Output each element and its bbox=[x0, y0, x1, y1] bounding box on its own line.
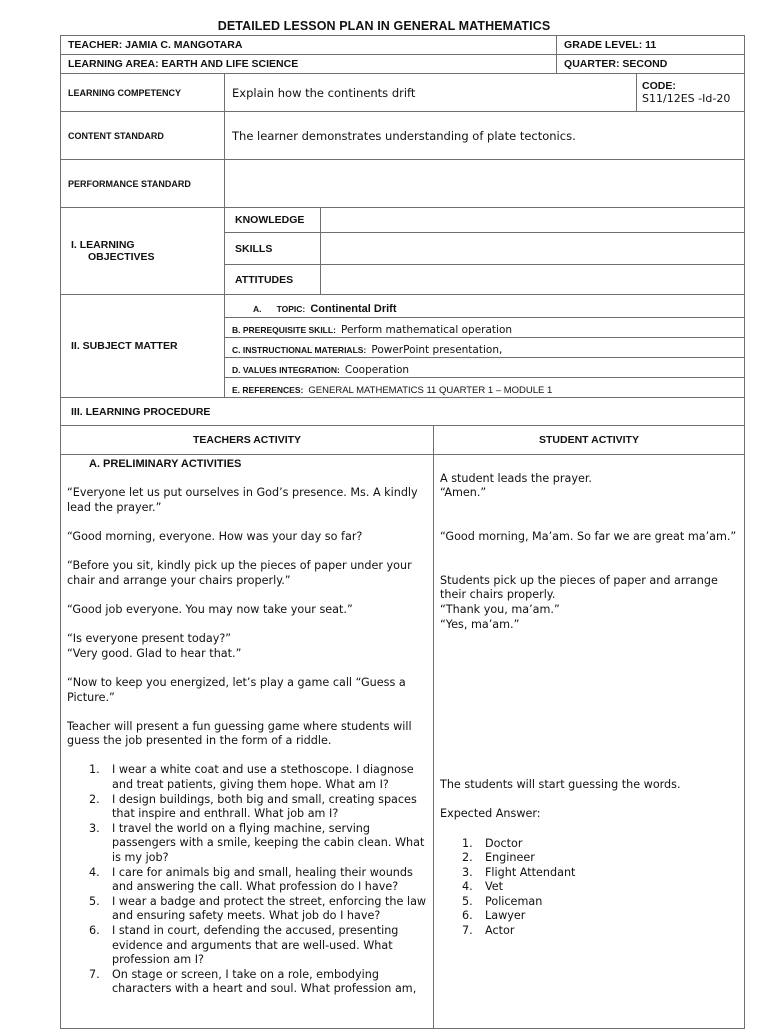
prerequisite-row bbox=[225, 318, 745, 338]
grade-level: GRADE LEVEL: 11 bbox=[557, 36, 745, 55]
references-label: E. REFERENCES: bbox=[232, 385, 304, 395]
values-row bbox=[225, 358, 745, 378]
topic-row bbox=[225, 295, 745, 318]
attitudes-value bbox=[321, 265, 745, 295]
performance-standard-value bbox=[225, 160, 745, 208]
quarter: QUARTER: SECOND bbox=[557, 55, 745, 74]
knowledge-label: KNOWLEDGE bbox=[225, 208, 321, 233]
materials-row bbox=[225, 338, 745, 358]
learning-procedure-label: III. LEARNING PROCEDURE bbox=[61, 398, 745, 426]
document-title: DETAILED LESSON PLAN IN GENERAL MATHEMATICS bbox=[217, 19, 551, 33]
materials-label: C. INSTRUCTIONAL MATERIALS: bbox=[232, 345, 367, 355]
student-line: “Amen.” bbox=[440, 486, 487, 500]
teacher-paragraph: “Everyone let us put ourselves in God’s presence. Ms. A kindly lead the prayer.” bbox=[67, 486, 418, 514]
teacher-name: TEACHER: JAMIA C. MANGOTARA bbox=[61, 36, 557, 55]
student-activity-cell bbox=[434, 455, 745, 1029]
skills-value bbox=[321, 233, 745, 265]
riddle-item: 1. I wear a white coat and use a stethoscope. I diagnose and treat patients, giving them hope. What am I? bbox=[89, 763, 414, 792]
references-row bbox=[225, 378, 745, 398]
code-label: CODE: bbox=[642, 80, 676, 92]
student-line: “Good morning, Ma’am. So far we are great ma’am.” bbox=[440, 529, 737, 543]
teacher-paragraph: “Now to keep you energized, let’s play a game call “Guess a Picture.” bbox=[67, 675, 406, 704]
teacher-paragraph: “Before you sit, kindly pick up the pieces of paper under your chair and arrange your chairs properly.” bbox=[67, 559, 412, 587]
student-line: Students pick up the pieces of paper and arrange their chairs properly. bbox=[440, 573, 718, 602]
riddle-item: 5. I wear a badge and protect the street, enforcing the law and ensuring safety meets. What job do I have? bbox=[89, 894, 427, 923]
code-value: S11/12ES -Id-20 bbox=[642, 92, 731, 105]
competency-label: LEARNING COMPETENCY bbox=[61, 74, 225, 112]
answer-item: 7. Actor bbox=[462, 924, 515, 938]
riddle-item: 2. I design buildings, both big and small, creating spaces that inspire and enthrall. What job am I? bbox=[89, 792, 417, 821]
teacher-paragraph: “Good job everyone. You may now take your seat.” bbox=[67, 602, 353, 616]
prerequisite-value: Perform mathematical operation bbox=[341, 324, 513, 336]
student-activity-header: STUDENT ACTIVITY bbox=[434, 426, 745, 455]
prerequisite-label: B. PREREQUISITE SKILL: bbox=[232, 325, 336, 335]
answer-item: 1. Doctor bbox=[462, 836, 523, 850]
performance-standard-label: PERFORMANCE STANDARD bbox=[61, 160, 225, 208]
objectives-label: I. LEARNING OBJECTIVES bbox=[61, 208, 225, 295]
student-line: “Yes, ma’am.” bbox=[440, 617, 520, 631]
lesson-header-table bbox=[60, 35, 745, 426]
references-value: GENERAL MATHEMATICS 11 QUARTER 1 – MODULE 1 bbox=[308, 385, 553, 396]
answer-item: 3. Flight Attendant bbox=[462, 865, 576, 879]
answer-list bbox=[440, 837, 738, 939]
attitudes-label: ATTITUDES bbox=[225, 265, 321, 295]
knowledge-value bbox=[321, 208, 745, 233]
teacher-paragraph: “Very good. Glad to hear that.” bbox=[67, 646, 242, 660]
teacher-paragraph: “Is everyone present today?” bbox=[67, 632, 232, 646]
teachers-activity-header: TEACHERS ACTIVITY bbox=[61, 426, 434, 455]
answer-item: 5. Policeman bbox=[462, 894, 543, 908]
content-standard-value: The learner demonstrates understanding of plate tectonics. bbox=[225, 112, 745, 160]
riddle-item: 3. I travel the world on a flying machine, serving passengers with a smile, keeping the cabin clean. What is my job? bbox=[89, 821, 425, 865]
learning-area: LEARNING AREA: EARTH AND LIFE SCIENCE bbox=[61, 55, 557, 74]
topic-label: TOPIC: bbox=[276, 303, 306, 314]
skills-label: SKILLS bbox=[225, 233, 321, 265]
topic-prefix: A. bbox=[253, 303, 262, 314]
student-line: The students will start guessing the words. bbox=[440, 778, 681, 792]
riddle-item: 7. On stage or screen, I take on a role, embodying characters with a heart and soul. What profession am, bbox=[89, 967, 417, 996]
student-line: “Thank you, ma’am.” bbox=[440, 602, 560, 616]
teacher-activity-cell bbox=[61, 455, 434, 1029]
student-line: Expected Answer: bbox=[440, 807, 541, 821]
topic-value: Continental Drift bbox=[310, 302, 397, 315]
procedure-table bbox=[60, 425, 745, 1029]
riddle-item: 6. I stand in court, defending the accused, presenting evidence and arguments that are well-used. What profession am I? bbox=[89, 924, 399, 967]
teacher-paragraph: Teacher will present a fun guessing game where students will guess the job presented in the form of a riddle. bbox=[67, 719, 412, 748]
teacher-paragraph: “Good morning, everyone. How was your day so far? bbox=[67, 529, 363, 543]
student-line: A student leads the prayer. bbox=[440, 471, 592, 485]
subject-matter-label: II. SUBJECT MATTER bbox=[61, 295, 225, 398]
competency-value: Explain how the continents drift bbox=[225, 74, 637, 112]
answer-item: 6. Lawyer bbox=[462, 909, 526, 923]
answer-item: 2. Engineer bbox=[462, 851, 535, 865]
riddle-list bbox=[67, 763, 427, 997]
materials-value: PowerPoint presentation, bbox=[371, 344, 503, 356]
values-label: D. VALUES INTEGRATION: bbox=[232, 365, 340, 375]
values-value: Cooperation bbox=[344, 364, 410, 376]
riddle-item: 4. I care for animals big and small, healing their wounds and answering the call. What profession do I have? bbox=[89, 865, 413, 894]
answer-item: 4. Vet bbox=[462, 880, 504, 894]
content-standard-label: CONTENT STANDARD bbox=[61, 112, 225, 160]
section-heading: A. PRELIMINARY ACTIVITIES bbox=[89, 458, 242, 470]
